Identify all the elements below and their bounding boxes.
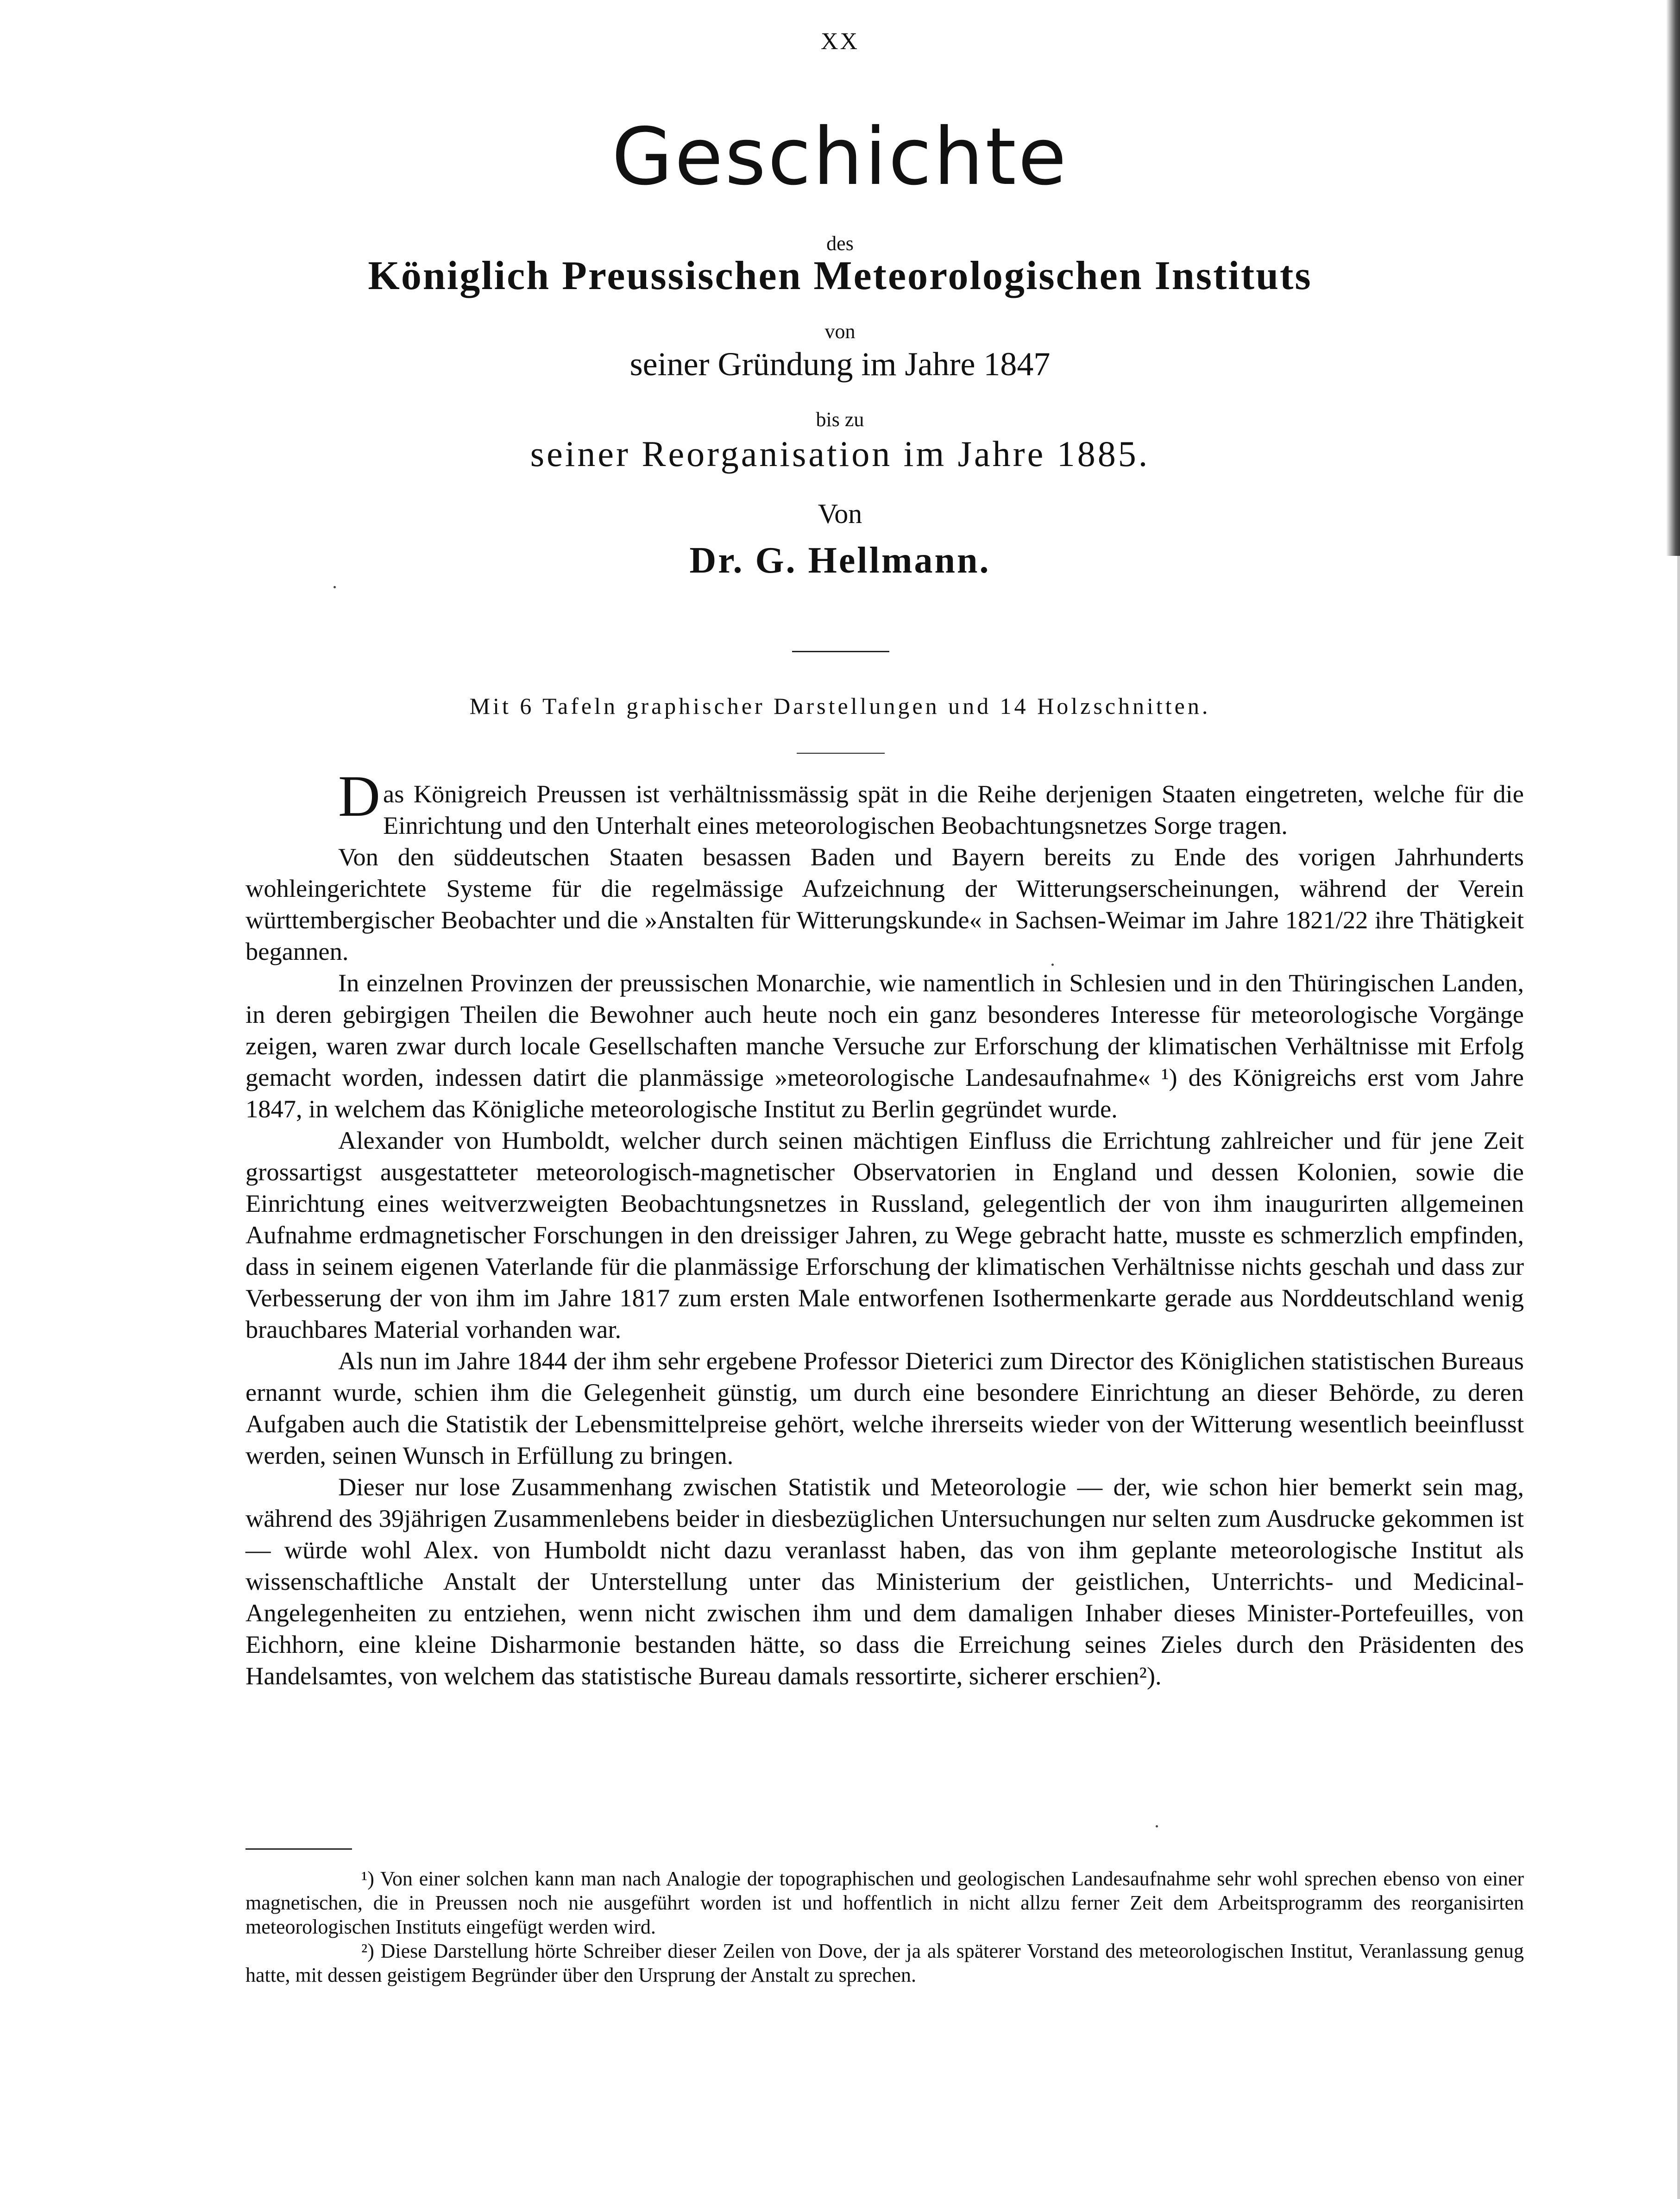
title-von: von <box>824 320 856 343</box>
paragraph-3: In einzelnen Provinzen der preussischen Monarchie, wie namentlich in Schlesien und in den Thüringischen Landen, in deren gebirgigen Theilen die Bewohner auch heute noch ein ganz besonderes Interesse für meteorologische Vorgänge zeigen, waren zwar durch locale Gesellschaften manche Versuche zur Erforschung der klimatischen Verhältnisse mit Erfolg gemacht worden, indessen datirt die planmässige »meteorologische Landesaufnahme« ¹) des Königreichs erst vom Jahre 1847, in welchem das Königliche meteorologische Institut zu Berlin gegründet wurde. <box>245 969 1524 1123</box>
footnote-divider <box>245 1848 352 1850</box>
main-title: Geschichte <box>611 111 1069 203</box>
footnotes <box>245 1867 1524 1987</box>
footnote-2: ²) Diese Darstellung hörte Schreiber dieser Zeilen von Dove, der ja als späterer Vorstand des meteorologischen Institut, Veranlassung genug hatte, mit dessen geistigem Begründer über den Ursprung der Anstalt zu sprechen. <box>245 1940 1524 1986</box>
paragraph-1 <box>245 764 1524 841</box>
scan-speck <box>333 586 336 588</box>
drop-cap: D <box>338 764 380 829</box>
founding-line: seiner Gründung im Jahre 1847 <box>629 346 1051 383</box>
title-divider <box>792 651 889 652</box>
author-name: Dr. G. Hellmann. <box>689 540 991 581</box>
title-des: des <box>826 232 854 255</box>
paragraph-4: Alexander von Humboldt, welcher durch seinen mächtigen Einfluss die Errichtung zahlreicher und für jene Zeit grossartigst ausgestatteter meteorologisch-magnetischer Observatorien in England und dessen Kolonien, sowie die Einrichtung eines weitverzweigten Beobachtungsnetzes in Russland, gelegentlich der von ihm inaugurirten allgemeinen Aufnahme erdmagnetischer Forschungen in den dreissiger Jahren, zu Wege gebracht hatte, musste es schmerzlich empfinden, dass in seinem eigenen Vaterlande für die planmässige Erforschung der klimatischen Verhältnisse nichts geschah und dass zur Verbesserung der von ihm im Jahre 1817 zum ersten Male entworfenen Isothermenkarte gerade aus Norddeutschland wenig brauchbares Material vorhanden war. <box>245 1126 1524 1343</box>
scan-edge-line <box>1677 556 1680 2199</box>
footnote-1: ¹) Von einer solchen kann man nach Analogie der topographischen und geologischen Landesaufnahme sehr wohl sprechen ebenso von einer magnetischen, die in Preussen noch nie ausgeführt worden ist und hoffentlich in nicht allzu ferner Zeit dem Arbeitsprogramm des reorganisirten meteorologischen Instituts eingefügt werden wird. <box>245 1867 1524 1938</box>
paragraph-1-text: as Königreich Preussen ist verhältnissmässig spät in die Reihe derjenigen Staaten eingetreten, welche für die Einrichtung und den Unterhalt eines meteorologischen Beobachtungsnetzes Sorge tragen. <box>383 780 1524 839</box>
subtitle: Mit 6 Tafeln graphischer Darstellungen und 14 Holzschnitten. <box>469 693 1211 719</box>
scan-speck <box>1156 1825 1158 1827</box>
title-bis-zu: bis zu <box>816 408 864 431</box>
reorganisation-line: seiner Reorganisation im Jahre 1885. <box>530 434 1150 474</box>
subtitle-divider <box>797 753 885 754</box>
paragraph-5: Als nun im Jahre 1844 der ihm sehr ergebene Professor Dieterici zum Director des Königlichen statistischen Bureaus ernannt wurde, schien ihm die Gelegenheit günstig, um durch eine besondere Einrichtung an dieser Behörde, zu deren Aufgaben auch die Statistik der Lebensmittelpreise gehört, welche ihrerseits wieder von der Witterung wesentlich beeinflusst werden, seinen Wunsch in Erfüllung zu bringen. <box>245 1347 1524 1469</box>
institute-title: Königlich Preussischen Meteorologischen Instituts <box>368 253 1312 298</box>
paragraph-6: Dieser nur lose Zusammenhang zwischen Statistik und Meteorologie — der, wie schon hier bemerkt sein mag, während des 39jährigen Zusammenlebens beider in diesbezüglichen Untersuchungen nur selten zum Ausdrucke gekommen ist — würde wohl Alex. von Humboldt nicht dazu veranlasst haben, das von ihm geplante meteorologische Institut als wissenschaftliche Anstalt der Unterstellung unter das Ministerium der geistlichen, Unterrichts- und Medicinal-Angelegenheiten zu entziehen, wenn nicht zwischen ihm und dem damaligen Inhaber dieses Minister-Portefeuilles, von Eichhorn, eine kleine Disharmonie bestanden hätte, so dass die Erreichung seines Zieles durch den Präsidenten des Handelsamtes, von welchem das statistische Bureau damals ressortirte, sicherer erschien²). <box>245 1473 1524 1690</box>
title-von-author: Von <box>818 498 862 529</box>
paragraph-2: Von den süddeutschen Staaten besassen Baden und Bayern bereits zu Ende des vorigen Jahrhunderts wohleingerichtete Systeme für die regelmässige Aufzeichnung der Witterungserscheinungen, während der Verein württembergischer Beobachter und die »Anstalten für Witterungskunde« in Sachsen-Weimar im Jahre 1821/22 ihre Thätigkeit begannen. <box>245 843 1524 965</box>
page-number: XX <box>820 28 860 55</box>
body-text <box>245 764 1524 1692</box>
